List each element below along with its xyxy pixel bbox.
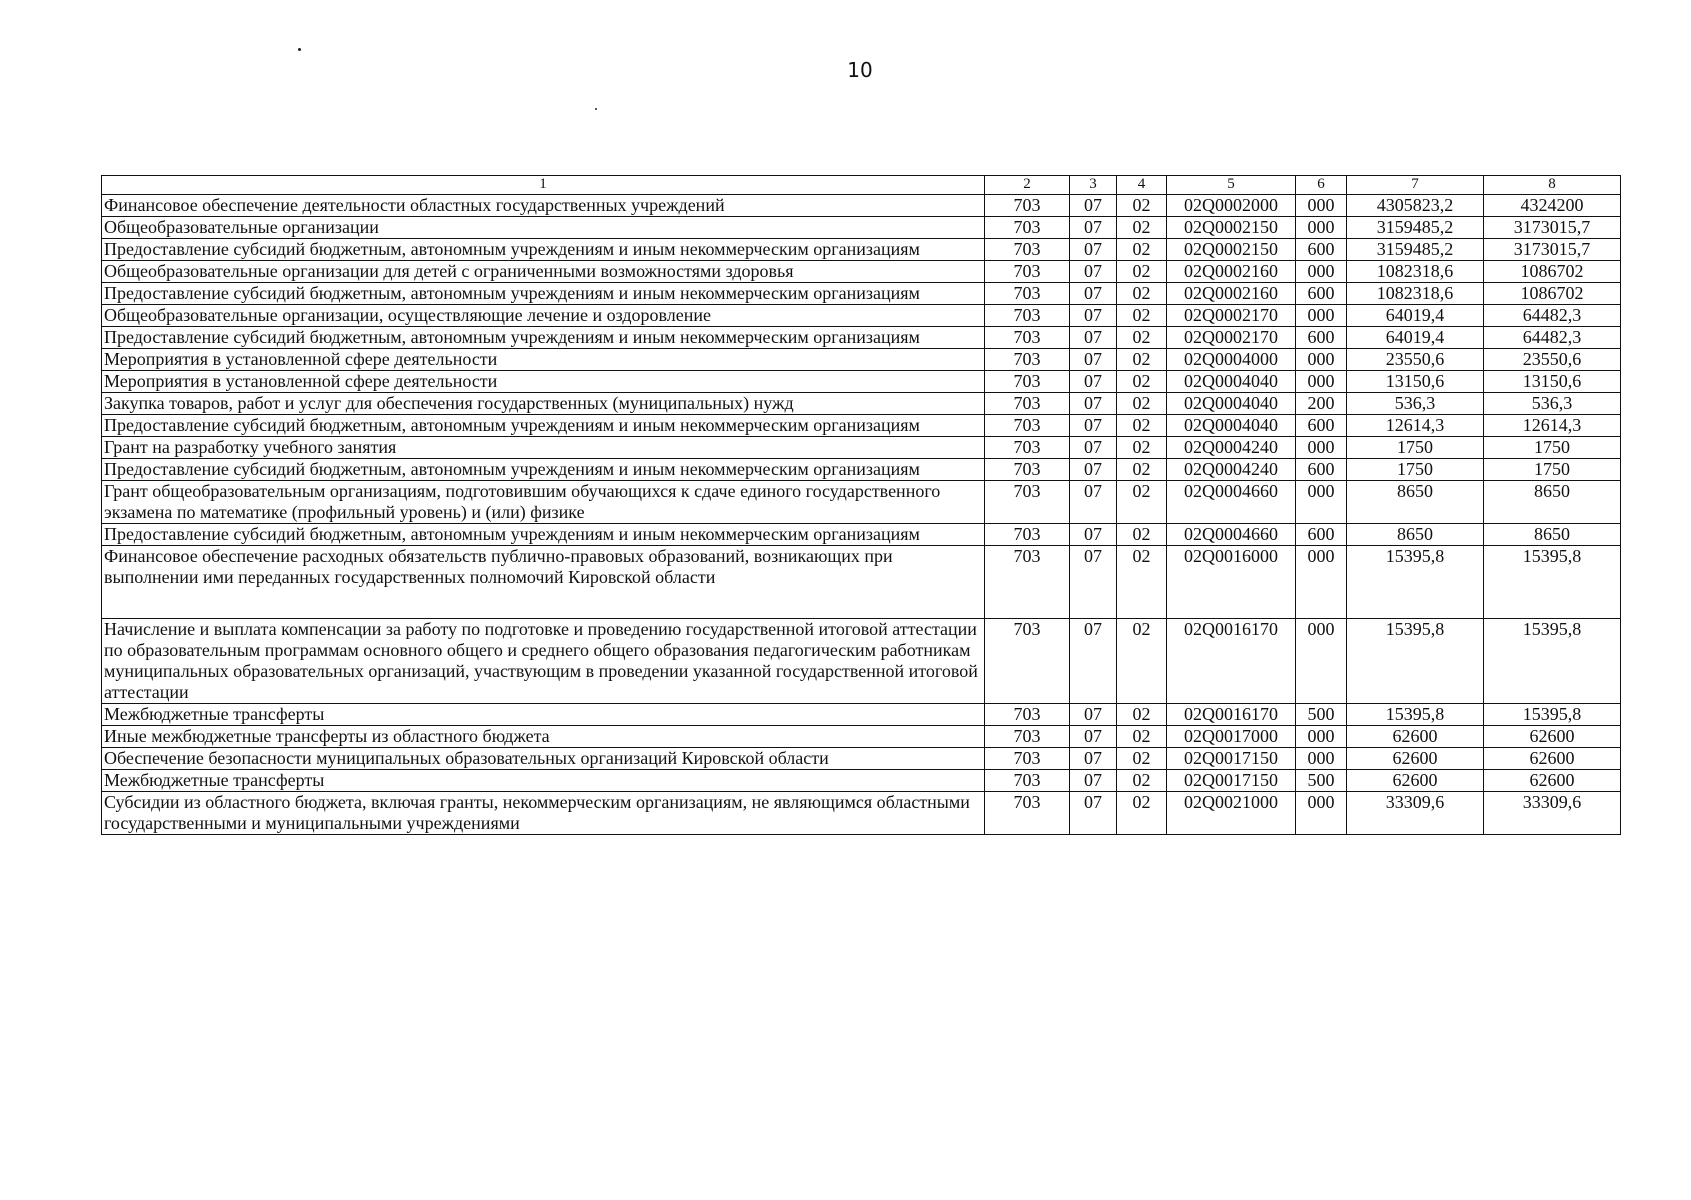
scan-speck <box>298 48 301 51</box>
row-subsection-code: 07 <box>1070 437 1117 459</box>
row-name: Обеспечение безопасности муниципальных образовательных организаций Кировской области <box>102 748 985 770</box>
column-header: 2 <box>985 176 1070 195</box>
row-name: Предоставление субсидий бюджетным, автономным учреждениям и иным некоммерческим организациям <box>102 283 985 305</box>
row-section-code: 703 <box>985 393 1070 415</box>
row-name: Общеобразовательные организации <box>102 217 985 239</box>
row-target-article: 02Q0002150 <box>1167 239 1296 261</box>
table-row <box>102 239 1621 261</box>
row-expense-type: 500 <box>1296 704 1347 726</box>
row-expense-type: 600 <box>1296 459 1347 481</box>
table-row <box>102 524 1621 546</box>
row-target-article: 02Q0017150 <box>1167 770 1296 792</box>
row-subsection2-code: 02 <box>1117 349 1167 371</box>
row-amount-2: 64482,3 <box>1484 305 1621 327</box>
row-amount-2: 1750 <box>1484 437 1621 459</box>
row-amount-1: 64019,4 <box>1347 305 1484 327</box>
row-expense-type: 000 <box>1296 792 1347 835</box>
row-amount-1: 536,3 <box>1347 393 1484 415</box>
row-name: Межбюджетные трансферты <box>102 704 985 726</box>
row-expense-type: 600 <box>1296 327 1347 349</box>
row-amount-2: 1086702 <box>1484 283 1621 305</box>
table-row <box>102 415 1621 437</box>
column-header: 1 <box>102 176 985 195</box>
row-section-code: 703 <box>985 261 1070 283</box>
row-expense-type: 000 <box>1296 305 1347 327</box>
row-section-code: 703 <box>985 792 1070 835</box>
row-section-code: 703 <box>985 437 1070 459</box>
row-section-code: 703 <box>985 481 1070 524</box>
row-amount-1: 1750 <box>1347 459 1484 481</box>
row-expense-type: 000 <box>1296 546 1347 619</box>
row-amount-1: 23550,6 <box>1347 349 1484 371</box>
row-expense-type: 600 <box>1296 283 1347 305</box>
row-subsection-code: 07 <box>1070 349 1117 371</box>
row-section-code: 703 <box>985 371 1070 393</box>
column-header: 8 <box>1484 176 1621 195</box>
row-amount-2: 1750 <box>1484 459 1621 481</box>
budget-table <box>101 175 1621 835</box>
row-target-article: 02Q0002150 <box>1167 217 1296 239</box>
table-row <box>102 748 1621 770</box>
row-target-article: 02Q0016000 <box>1167 546 1296 619</box>
row-expense-type: 000 <box>1296 748 1347 770</box>
row-amount-1: 15395,8 <box>1347 704 1484 726</box>
row-subsection2-code: 02 <box>1117 792 1167 835</box>
table-row <box>102 792 1621 835</box>
row-section-code: 703 <box>985 283 1070 305</box>
row-name: Предоставление субсидий бюджетным, автономным учреждениям и иным некоммерческим организациям <box>102 459 985 481</box>
row-name: Грант на разработку учебного занятия <box>102 437 985 459</box>
table-row <box>102 619 1621 704</box>
row-name: Субсидии из областного бюджета, включая гранты, некоммерческим организациям, не являющимся областными государственными и муниципальными учреждениями <box>102 792 985 835</box>
row-amount-1: 62600 <box>1347 770 1484 792</box>
row-name: Закупка товаров, работ и услуг для обеспечения государственных (муниципальных) нужд <box>102 393 985 415</box>
row-subsection2-code: 02 <box>1117 327 1167 349</box>
row-section-code: 703 <box>985 349 1070 371</box>
row-subsection-code: 07 <box>1070 481 1117 524</box>
row-amount-2: 62600 <box>1484 726 1621 748</box>
row-name: Финансовое обеспечение деятельности областных государственных учреждений <box>102 195 985 217</box>
row-amount-2: 62600 <box>1484 748 1621 770</box>
row-section-code: 703 <box>985 770 1070 792</box>
row-name: Мероприятия в установленной сфере деятельности <box>102 349 985 371</box>
row-subsection2-code: 02 <box>1117 283 1167 305</box>
row-subsection2-code: 02 <box>1117 481 1167 524</box>
row-target-article: 02Q0004660 <box>1167 481 1296 524</box>
row-amount-2: 15395,8 <box>1484 704 1621 726</box>
row-name: Иные межбюджетные трансферты из областного бюджета <box>102 726 985 748</box>
table-row <box>102 327 1621 349</box>
row-target-article: 02Q0002160 <box>1167 261 1296 283</box>
row-subsection-code: 07 <box>1070 239 1117 261</box>
row-subsection2-code: 02 <box>1117 748 1167 770</box>
table-row <box>102 393 1621 415</box>
row-subsection2-code: 02 <box>1117 261 1167 283</box>
row-section-code: 703 <box>985 305 1070 327</box>
row-target-article: 02Q0004040 <box>1167 371 1296 393</box>
column-number-row <box>102 176 1621 195</box>
row-subsection-code: 07 <box>1070 524 1117 546</box>
row-subsection-code: 07 <box>1070 770 1117 792</box>
row-subsection-code: 07 <box>1070 792 1117 835</box>
row-amount-2: 13150,6 <box>1484 371 1621 393</box>
table-row <box>102 261 1621 283</box>
row-expense-type: 000 <box>1296 371 1347 393</box>
table-row <box>102 371 1621 393</box>
row-amount-2: 3173015,7 <box>1484 239 1621 261</box>
row-amount-2: 8650 <box>1484 524 1621 546</box>
row-section-code: 703 <box>985 748 1070 770</box>
row-target-article: 02Q0004240 <box>1167 459 1296 481</box>
row-name: Начисление и выплата компенсации за работу по подготовке и проведению государственной итоговой аттестации по образовательным программам основного общего и среднего общего образования педагогическим работникам муниципальных образовательных организаций, участвующим в проведении указанной государственной итоговой аттестации <box>102 619 985 704</box>
column-header: 4 <box>1117 176 1167 195</box>
row-amount-1: 15395,8 <box>1347 546 1484 619</box>
row-subsection2-code: 02 <box>1117 217 1167 239</box>
row-subsection-code: 07 <box>1070 546 1117 619</box>
row-expense-type: 000 <box>1296 349 1347 371</box>
row-subsection-code: 07 <box>1070 283 1117 305</box>
row-amount-1: 1082318,6 <box>1347 261 1484 283</box>
row-amount-1: 3159485,2 <box>1347 217 1484 239</box>
row-amount-1: 12614,3 <box>1347 415 1484 437</box>
row-target-article: 02Q0004000 <box>1167 349 1296 371</box>
row-name: Предоставление субсидий бюджетным, автономным учреждениям и иным некоммерческим организациям <box>102 239 985 261</box>
row-subsection-code: 07 <box>1070 748 1117 770</box>
row-section-code: 703 <box>985 195 1070 217</box>
row-section-code: 703 <box>985 524 1070 546</box>
row-target-article: 02Q0002160 <box>1167 283 1296 305</box>
row-amount-1: 62600 <box>1347 726 1484 748</box>
row-target-article: 02Q0004040 <box>1167 415 1296 437</box>
row-name: Финансовое обеспечение расходных обязательств публично-правовых образований, возникающих при выполнении ими переданных государственных полномочий Кировской области <box>102 546 985 619</box>
table-row <box>102 437 1621 459</box>
row-subsection2-code: 02 <box>1117 770 1167 792</box>
table-row <box>102 349 1621 371</box>
row-amount-1: 15395,8 <box>1347 619 1484 704</box>
row-target-article: 02Q0002170 <box>1167 327 1296 349</box>
row-amount-2: 4324200 <box>1484 195 1621 217</box>
row-amount-1: 33309,6 <box>1347 792 1484 835</box>
row-subsection-code: 07 <box>1070 327 1117 349</box>
column-header: 7 <box>1347 176 1484 195</box>
row-name: Мероприятия в установленной сфере деятельности <box>102 371 985 393</box>
table-body <box>102 195 1621 835</box>
row-name: Общеобразовательные организации, осуществляющие лечение и оздоровление <box>102 305 985 327</box>
table-row <box>102 726 1621 748</box>
row-amount-2: 33309,6 <box>1484 792 1621 835</box>
table-row <box>102 305 1621 327</box>
row-section-code: 703 <box>985 619 1070 704</box>
row-subsection-code: 07 <box>1070 305 1117 327</box>
row-subsection-code: 07 <box>1070 726 1117 748</box>
row-subsection2-code: 02 <box>1117 524 1167 546</box>
row-amount-1: 4305823,2 <box>1347 195 1484 217</box>
table-row <box>102 459 1621 481</box>
row-subsection2-code: 02 <box>1117 305 1167 327</box>
row-expense-type: 500 <box>1296 770 1347 792</box>
row-amount-2: 15395,8 <box>1484 619 1621 704</box>
row-section-code: 703 <box>985 459 1070 481</box>
row-amount-2: 536,3 <box>1484 393 1621 415</box>
page-number: 10 <box>847 58 873 82</box>
row-amount-1: 8650 <box>1347 481 1484 524</box>
row-amount-1: 62600 <box>1347 748 1484 770</box>
row-target-article: 02Q0004660 <box>1167 524 1296 546</box>
row-subsection-code: 07 <box>1070 195 1117 217</box>
column-header: 3 <box>1070 176 1117 195</box>
row-subsection2-code: 02 <box>1117 726 1167 748</box>
row-section-code: 703 <box>985 239 1070 261</box>
table-row <box>102 217 1621 239</box>
row-target-article: 02Q0016170 <box>1167 704 1296 726</box>
row-amount-2: 64482,3 <box>1484 327 1621 349</box>
table-row <box>102 195 1621 217</box>
row-amount-1: 3159485,2 <box>1347 239 1484 261</box>
row-subsection2-code: 02 <box>1117 546 1167 619</box>
row-subsection2-code: 02 <box>1117 371 1167 393</box>
row-subsection2-code: 02 <box>1117 239 1167 261</box>
row-target-article: 02Q0002170 <box>1167 305 1296 327</box>
row-amount-2: 15395,8 <box>1484 546 1621 619</box>
row-amount-2: 62600 <box>1484 770 1621 792</box>
row-expense-type: 600 <box>1296 415 1347 437</box>
table-row <box>102 770 1621 792</box>
row-section-code: 703 <box>985 546 1070 619</box>
row-section-code: 703 <box>985 726 1070 748</box>
row-name: Предоставление субсидий бюджетным, автономным учреждениям и иным некоммерческим организациям <box>102 415 985 437</box>
row-target-article: 02Q0004240 <box>1167 437 1296 459</box>
row-subsection-code: 07 <box>1070 217 1117 239</box>
row-amount-1: 8650 <box>1347 524 1484 546</box>
row-expense-type: 000 <box>1296 195 1347 217</box>
row-expense-type: 000 <box>1296 726 1347 748</box>
row-amount-2: 3173015,7 <box>1484 217 1621 239</box>
row-subsection-code: 07 <box>1070 459 1117 481</box>
row-amount-1: 13150,6 <box>1347 371 1484 393</box>
row-subsection2-code: 02 <box>1117 393 1167 415</box>
row-subsection-code: 07 <box>1070 415 1117 437</box>
row-amount-1: 1750 <box>1347 437 1484 459</box>
row-target-article: 02Q0021000 <box>1167 792 1296 835</box>
row-name: Грант общеобразовательным организациям, подготовившим обучающихся к сдаче единого государственного экзамена по математике (профильный уровень) и (или) физике <box>102 481 985 524</box>
row-expense-type: 000 <box>1296 481 1347 524</box>
row-section-code: 703 <box>985 415 1070 437</box>
scan-speck <box>595 108 597 110</box>
row-expense-type: 000 <box>1296 261 1347 283</box>
table-row <box>102 481 1621 524</box>
row-name: Предоставление субсидий бюджетным, автономным учреждениям и иным некоммерческим организациям <box>102 524 985 546</box>
row-subsection-code: 07 <box>1070 704 1117 726</box>
table-row <box>102 283 1621 305</box>
column-header: 5 <box>1167 176 1296 195</box>
row-subsection-code: 07 <box>1070 261 1117 283</box>
row-expense-type: 600 <box>1296 239 1347 261</box>
row-target-article: 02Q0017150 <box>1167 748 1296 770</box>
row-amount-2: 1086702 <box>1484 261 1621 283</box>
row-subsection-code: 07 <box>1070 393 1117 415</box>
row-amount-2: 12614,3 <box>1484 415 1621 437</box>
table-row <box>102 704 1621 726</box>
column-header: 6 <box>1296 176 1347 195</box>
row-amount-1: 1082318,6 <box>1347 283 1484 305</box>
row-subsection2-code: 02 <box>1117 704 1167 726</box>
row-section-code: 703 <box>985 327 1070 349</box>
row-amount-2: 23550,6 <box>1484 349 1621 371</box>
row-target-article: 02Q0016170 <box>1167 619 1296 704</box>
row-subsection2-code: 02 <box>1117 437 1167 459</box>
table-row <box>102 546 1621 619</box>
row-amount-2: 8650 <box>1484 481 1621 524</box>
row-target-article: 02Q0004040 <box>1167 393 1296 415</box>
row-name: Общеобразовательные организации для детей с ограниченными возможностями здоровья <box>102 261 985 283</box>
row-target-article: 02Q0017000 <box>1167 726 1296 748</box>
row-name: Межбюджетные трансферты <box>102 770 985 792</box>
row-expense-type: 000 <box>1296 217 1347 239</box>
row-subsection2-code: 02 <box>1117 415 1167 437</box>
row-name: Предоставление субсидий бюджетным, автономным учреждениям и иным некоммерческим организациям <box>102 327 985 349</box>
row-section-code: 703 <box>985 704 1070 726</box>
row-subsection-code: 07 <box>1070 371 1117 393</box>
row-expense-type: 200 <box>1296 393 1347 415</box>
row-target-article: 02Q0002000 <box>1167 195 1296 217</box>
row-expense-type: 000 <box>1296 619 1347 704</box>
row-subsection2-code: 02 <box>1117 619 1167 704</box>
row-section-code: 703 <box>985 217 1070 239</box>
row-subsection2-code: 02 <box>1117 195 1167 217</box>
row-expense-type: 600 <box>1296 524 1347 546</box>
row-amount-1: 64019,4 <box>1347 327 1484 349</box>
row-subsection-code: 07 <box>1070 619 1117 704</box>
row-subsection2-code: 02 <box>1117 459 1167 481</box>
row-expense-type: 000 <box>1296 437 1347 459</box>
